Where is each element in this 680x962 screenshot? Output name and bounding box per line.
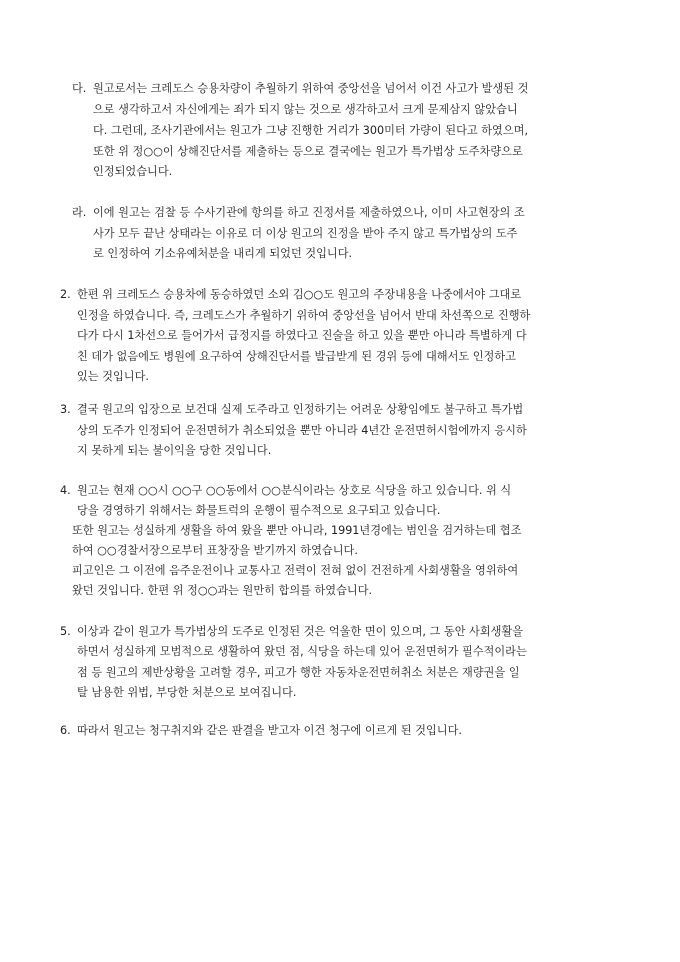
paragraph-marker: 2. [60,288,71,301]
paragraph-line: 하면서 성실하게 모범적으로 생활하여 왔던 점, 식당을 하는데 있어 운전면허가 필수적이라는 [77,645,527,658]
paragraph-marker: 6. [60,724,71,737]
paragraph-line: 상의 도주가 인정되어 운전면허가 취소되었을 뿐만 아니라 4년간 운전면허시험에까지 응시하 [77,424,527,437]
paragraph-line: 한편 위 크레도스 승용차에 동승하였던 소외 김○○도 원고의 주장내용을 나중에서야 그대로 [77,288,522,301]
paragraph-line: 또한 위 정○○이 상해진단서를 제출하는 등으로 결국에는 원고가 특가법상 도주차량으로 [93,145,523,158]
paragraph-line: 결국 원고의 입장으로 보건대 실제 도주라고 인정하기는 어려운 상황임에도 불구하고 특가법 [77,403,524,416]
paragraph-line: 따라서 원고는 청구취지와 같은 판결을 받고자 이건 청구에 이르게 된 것입니다. [77,724,462,737]
paragraph-line: 있는 것입니다. [77,370,149,383]
paragraph-line: 다가 다시 1차선으로 들어가서 급정지를 하였다고 진술을 하고 있을 뿐만 아니라 특별하게 다 [77,329,527,342]
paragraph-line: 피고인은 그 이전에 음주운전이나 교통사고 전력이 전혀 없이 건전하게 사회생활을 영위하여 [72,564,519,577]
paragraph-line: 원고는 현재 ○○시 ○○구 ○○동에서 ○○분식이라는 상호로 식당을 하고 있습니다. 위 식 [77,484,512,497]
paragraph-line: 인정되었습니다. [93,165,173,178]
paragraph-line: 지 못하게 되는 불이익을 당한 것입니다. [77,444,272,457]
paragraph-line: 원고로서는 크레도스 승용차량이 추월하기 위하여 중앙선을 넘어서 이건 사고가 발생된 것 [93,82,529,95]
paragraph-line: 이에 원고는 검찰 등 수사기관에 항의를 하고 진정서를 제출하였으나, 이미 사고현장의 조 [93,206,525,219]
paragraph-marker: 4. [60,484,71,497]
paragraph-marker: 5. [60,625,71,638]
paragraph-marker: 3. [60,403,71,416]
paragraph-line: 다. 그런데, 조사기관에서는 원고가 그냥 진행한 거리가 300미터 가량이 된다고 하였으며, [93,124,529,137]
paragraph-line: 사가 모두 끝난 상태라는 이유로 더 이상 원고의 진정을 받아 주지 않고 특가법상의 도주 [93,227,518,240]
paragraph-marker: 다. [72,82,87,95]
paragraph-line: 로 인정하여 기소유예처분을 내리게 되었던 것입니다. [93,247,353,260]
paragraph-line: 하여 ○○경찰서장으로부터 표창장을 받기까지 하였습니다. [72,544,358,557]
paragraph-marker: 라. [72,206,87,219]
paragraph-line: 점 등 원고의 제반상황을 고려할 경우, 피고가 행한 자동차운전면허취소 처분은 재량권을 일 [77,666,520,679]
paragraph-line: 또한 원고는 성실하게 생활을 하여 왔을 뿐만 아니라, 1991년경에는 범인을 검거하는데 협조 [72,524,522,537]
paragraph-line: 탈 남용한 위법, 부당한 처분으로 보여집니다. [77,686,297,699]
paragraph-line: 이상과 같이 원고가 특가법상의 도주로 인정된 것은 억울한 면이 있으며, 그 동안 사회생활을 [77,625,524,638]
paragraph-line: 왔던 것입니다. 한편 위 정○○과는 원만히 합의를 하였습니다. [72,584,373,597]
paragraph-line: 으로 생각하고서 자신에게는 죄가 되지 않는 것으로 생각하고서 크게 문제삼지 않았습니 [93,103,518,116]
paragraph-line: 당을 경영하기 위해서는 화물트럭의 운행이 필수적으로 요구되고 있습니다. [77,504,441,517]
paragraph-line: 인정을 하였습니다. 즉, 크레도스가 추월하기 위하여 중앙선을 넘어서 반대 차선쪽으로 진행하 [77,309,531,322]
paragraph-line: 친 데가 없음에도 병원에 요구하여 상해진단서를 발급받게 된 경위 등에 대해서도 인정하고 [77,350,516,363]
